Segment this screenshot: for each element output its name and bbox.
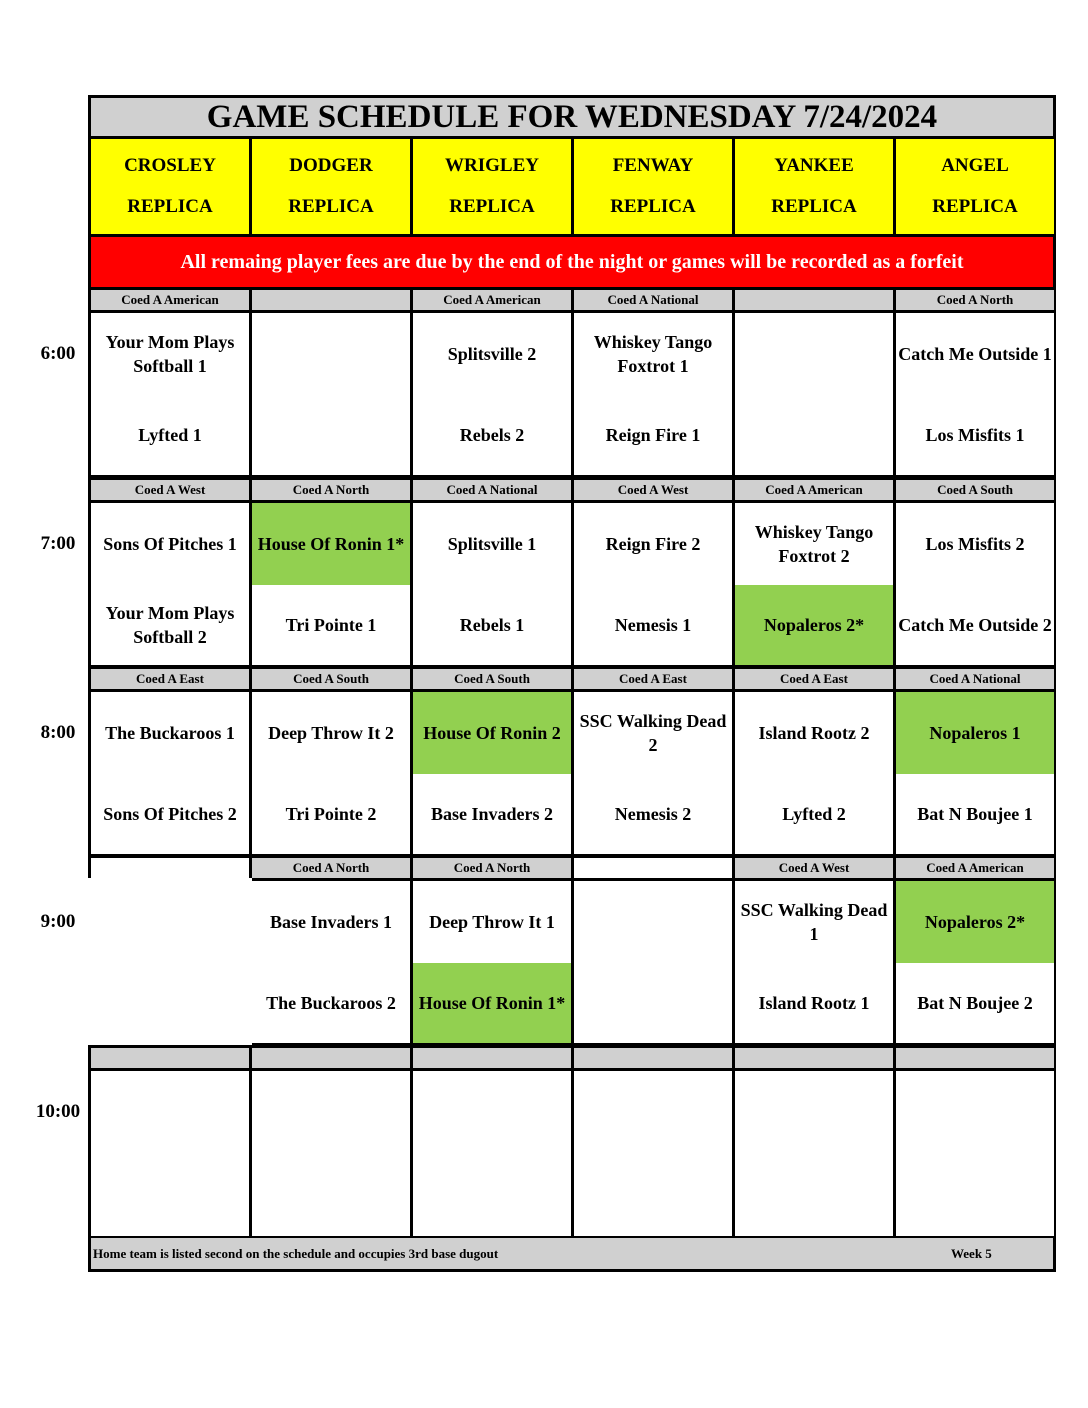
league-label: Coed A South	[896, 480, 1054, 500]
home-team-cell	[91, 1153, 249, 1236]
league-label	[252, 290, 410, 310]
away-team-cell: House Of Ronin 2	[413, 692, 571, 774]
league-label	[574, 1048, 732, 1068]
league-label	[574, 858, 732, 878]
home-team-cell: Tri Pointe 1	[252, 585, 410, 665]
away-team-cell: Base Invaders 1	[252, 881, 410, 963]
league-label: Coed A South	[252, 669, 410, 689]
field-header-yankee	[735, 139, 893, 234]
home-team-cell: The Buckaroos 2	[252, 963, 410, 1043]
home-team-cell: Island Rootz 1	[735, 963, 893, 1043]
away-team-cell	[574, 881, 732, 963]
league-label	[413, 1048, 571, 1068]
field-sub: REPLICA	[449, 196, 535, 218]
field-header-crosley	[91, 139, 249, 234]
league-label: Coed A American	[413, 290, 571, 310]
home-team-cell	[735, 395, 893, 475]
home-team-cell	[252, 395, 410, 475]
away-team-cell	[735, 1071, 893, 1153]
league-label: Coed A South	[413, 669, 571, 689]
away-team-cell: Whiskey Tango Foxtrot 1	[574, 313, 732, 395]
home-team-cell: Base Invaders 2	[413, 774, 571, 854]
field-name: WRIGLEY	[445, 154, 539, 176]
time-label: 10:00	[35, 1101, 81, 1122]
league-label: Coed A North	[252, 858, 410, 878]
time-label: 6:00	[40, 343, 76, 364]
field-name: CROSLEY	[124, 154, 216, 176]
home-team-cell: Lyfted 2	[735, 774, 893, 854]
league-label	[735, 290, 893, 310]
home-team-cell	[413, 1153, 571, 1236]
league-label	[735, 1048, 893, 1068]
field-header-dodger	[252, 139, 410, 234]
away-team-cell: House Of Ronin 1*	[252, 503, 410, 585]
league-label: Coed A National	[574, 290, 732, 310]
field-name: ANGEL	[941, 154, 1009, 176]
league-label: Coed A East	[574, 669, 732, 689]
home-team-cell	[574, 963, 732, 1043]
league-label: Coed A American	[91, 290, 249, 310]
home-team-cell: Lyfted 1	[91, 395, 249, 475]
footer-bar	[91, 1238, 1053, 1269]
home-team-cell: Rebels 2	[413, 395, 571, 475]
away-team-cell: Deep Throw It 2	[252, 692, 410, 774]
fees-notice: All remaing player fees are due by the end of the night or games will be recorded as a forfeit	[91, 237, 1053, 287]
away-team-cell	[896, 1071, 1054, 1153]
away-team-cell: Nopaleros 2*	[896, 881, 1054, 963]
away-team-cell: Nopaleros 1	[896, 692, 1054, 774]
away-team-cell: Los Misfits 2	[896, 503, 1054, 585]
league-label	[896, 1048, 1054, 1068]
home-team-cell: Tri Pointe 2	[252, 774, 410, 854]
league-label	[91, 1048, 249, 1068]
league-label: Coed A West	[574, 480, 732, 500]
league-label: Coed A North	[896, 290, 1054, 310]
away-team-cell: SSC Walking Dead 1	[735, 881, 893, 963]
time-label: 8:00	[40, 722, 76, 743]
away-team-cell: Your Mom Plays Softball 1	[91, 313, 249, 395]
away-team-cell: Sons Of Pitches 1	[91, 503, 249, 585]
home-team-cell: Nemesis 2	[574, 774, 732, 854]
away-team-cell: Island Rootz 2	[735, 692, 893, 774]
field-sub: REPLICA	[127, 196, 213, 218]
field-name: FENWAY	[612, 154, 694, 176]
home-team-cell: Rebels 1	[413, 585, 571, 665]
home-team-cell: Los Misfits 1	[896, 395, 1054, 475]
away-team-cell: The Buckaroos 1	[91, 692, 249, 774]
home-team-cell: Catch Me Outside 2	[896, 585, 1054, 665]
field-header-wrigley	[413, 139, 571, 234]
league-label: Coed A American	[735, 480, 893, 500]
week-label: Week 5	[951, 1246, 992, 1261]
field-sub: REPLICA	[610, 196, 696, 218]
home-team-cell: Sons Of Pitches 2	[91, 774, 249, 854]
home-team-note: Home team is listed second on the schedule and occupies 3rd base dugout	[93, 1246, 499, 1261]
home-team-cell: Nemesis 1	[574, 585, 732, 665]
field-name: YANKEE	[774, 154, 854, 176]
away-team-cell: Reign Fire 2	[574, 503, 732, 585]
away-team-cell: Splitsville 1	[413, 503, 571, 585]
away-team-cell	[91, 1071, 249, 1153]
league-label: Coed A National	[413, 480, 571, 500]
field-header-fenway	[574, 139, 732, 234]
empty-slot	[88, 878, 252, 1045]
home-team-cell	[735, 1153, 893, 1236]
field-name: DODGER	[289, 154, 373, 176]
field-header-angel	[896, 139, 1054, 234]
field-sub: REPLICA	[288, 196, 374, 218]
home-team-cell: Your Mom Plays Softball 2	[91, 585, 249, 665]
league-label: Coed A North	[252, 480, 410, 500]
away-team-cell	[252, 1071, 410, 1153]
time-label: 9:00	[40, 911, 76, 932]
league-label: Coed A East	[735, 669, 893, 689]
time-label: 7:00	[40, 533, 76, 554]
field-sub: REPLICA	[771, 196, 857, 218]
away-team-cell	[252, 313, 410, 395]
away-team-cell: Catch Me Outside 1	[896, 313, 1054, 395]
away-team-cell: Whiskey Tango Foxtrot 2	[735, 503, 893, 585]
league-label: Coed A North	[413, 858, 571, 878]
away-team-cell	[574, 1071, 732, 1153]
away-team-cell: Splitsville 2	[413, 313, 571, 395]
home-team-cell	[252, 1153, 410, 1236]
league-label: Coed A West	[91, 480, 249, 500]
league-label	[91, 858, 249, 878]
home-team-cell: Reign Fire 1	[574, 395, 732, 475]
away-team-cell	[735, 313, 893, 395]
league-label: Coed A National	[896, 669, 1054, 689]
league-label: Coed A American	[896, 858, 1054, 878]
away-team-cell	[413, 1071, 571, 1153]
home-team-cell: Nopaleros 2*	[735, 585, 893, 665]
home-team-cell	[574, 1153, 732, 1236]
league-label	[252, 1048, 410, 1068]
home-team-cell: Bat N Boujee 2	[896, 963, 1054, 1043]
home-team-cell: Bat N Boujee 1	[896, 774, 1054, 854]
away-team-cell: SSC Walking Dead 2	[574, 692, 732, 774]
league-label: Coed A West	[735, 858, 893, 878]
home-team-cell: House Of Ronin 1*	[413, 963, 571, 1043]
field-sub: REPLICA	[932, 196, 1018, 218]
page-title: GAME SCHEDULE FOR WEDNESDAY 7/24/2024	[91, 98, 1053, 136]
home-team-cell	[896, 1153, 1054, 1236]
league-label: Coed A East	[91, 669, 249, 689]
away-team-cell: Deep Throw It 1	[413, 881, 571, 963]
